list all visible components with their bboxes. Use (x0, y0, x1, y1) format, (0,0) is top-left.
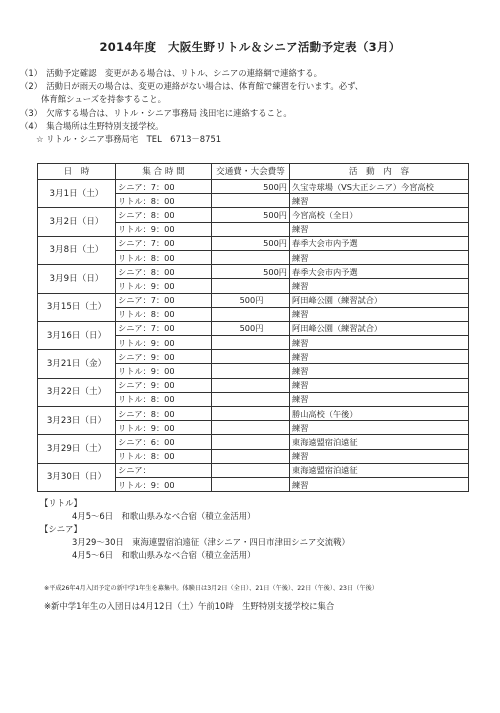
fee-cell: 500円 (212, 321, 290, 335)
date-cell: 3月9日（日） (38, 265, 116, 293)
fee-cell (212, 350, 290, 364)
date-cell: 3月1日（土） (38, 180, 116, 208)
section-item: 3月29～30日 東海連盟宿泊遠征（津シニア・四日市津田シニア交流戦） (72, 537, 350, 547)
table-row (38, 407, 469, 421)
note-line: （3） 欠席する場合は、リトル・シニア事務局 浅田宅に連絡すること。 (20, 107, 292, 118)
fee-cell (212, 477, 290, 491)
note-line: （4） 集合場所は生野特別支援学校。 (20, 120, 164, 131)
note-line: （1） 活動予定確認 変更がある場合は、リトル、シニアの連絡網で連絡する。 (20, 68, 322, 78)
activity-cell: 練習 (290, 336, 469, 350)
entry-day-note: ※新中学1年生の入団日は4月12日（土）午前10時 生野特別支援学校に集合 (44, 601, 335, 611)
notes-block (20, 67, 490, 146)
fee-cell (212, 378, 290, 392)
activity-cell: 練習 (290, 250, 469, 264)
table-row (38, 435, 469, 449)
contact-line: ☆ リトル・シニア事務局宅 TEL 6713－8751 (36, 134, 222, 145)
time-cell: シニア：7：00 (116, 321, 212, 335)
activity-cell: 練習 (290, 194, 469, 208)
fee-cell (212, 407, 290, 421)
time-cell: シニア：8：00 (116, 208, 212, 222)
table-row (38, 350, 469, 364)
fee-cell (212, 421, 290, 435)
fee-cell (212, 194, 290, 208)
activity-cell: 練習 (290, 364, 469, 378)
table-row (38, 463, 469, 477)
time-cell: リトル：8：00 (116, 194, 212, 208)
time-cell: リトル：9：00 (116, 336, 212, 350)
time-cell: リトル：9：00 (116, 477, 212, 491)
section-item: 4月5～6日 和歌山県みなべ合宿（積立金活用） (72, 511, 256, 521)
date-cell: 3月30日（日） (38, 463, 116, 491)
activity-cell: 東海遠盟宿泊遠征 (290, 463, 469, 477)
time-cell: シニア：9：00 (116, 350, 212, 364)
fee-cell (212, 463, 290, 477)
activity-cell: 阿田峰公園（練習試合） (290, 321, 469, 335)
time-cell: シニア：8：00 (116, 407, 212, 421)
fee-cell: 500円 (212, 180, 290, 194)
page-title: 2014年度 大阪生野リトル＆シニア活動予定表（3月） (99, 40, 401, 54)
activity-cell: 久宝寺球場（VS大正シニア）今宮高校 (290, 180, 469, 194)
activity-cell: 練習 (290, 350, 469, 364)
date-cell: 3月29日（土） (38, 435, 116, 463)
fee-cell (212, 250, 290, 264)
table-row (38, 236, 469, 250)
table-row (38, 321, 469, 335)
activity-cell: 練習 (290, 421, 469, 435)
fee-cell (212, 307, 290, 321)
time-cell: シニア：8：00 (116, 265, 212, 279)
schedule-table (37, 163, 469, 492)
little-section (40, 497, 255, 523)
fee-cell: 500円 (212, 265, 290, 279)
time-cell: リトル：9：00 (116, 421, 212, 435)
table-row (38, 378, 469, 392)
time-cell: リトル：8：00 (116, 449, 212, 463)
activity-cell: 練習 (290, 477, 469, 491)
section-item: 4月5～6日 和歌山県みなべ合宿（積立金活用） (72, 550, 256, 560)
header-fee: 交通費・大会費等 (212, 164, 290, 180)
fee-cell (212, 222, 290, 236)
activity-cell: 春季大会市内予選 (290, 265, 469, 279)
header-date: 日 時 (38, 164, 116, 180)
fee-cell (212, 336, 290, 350)
date-cell: 3月8日（土） (38, 236, 116, 264)
fee-cell (212, 392, 290, 406)
fee-cell (212, 279, 290, 293)
table-row (38, 265, 469, 279)
date-cell: 3月22日（土） (38, 378, 116, 406)
date-cell: 3月2日（日） (38, 208, 116, 236)
time-cell: リトル：9：00 (116, 364, 212, 378)
table-row (38, 208, 469, 222)
time-cell: リトル：8：00 (116, 250, 212, 264)
table-header-row (38, 164, 469, 180)
time-cell: リトル：9：00 (116, 279, 212, 293)
time-cell: シニア：7：00 (116, 236, 212, 250)
time-cell: リトル：8：00 (116, 307, 212, 321)
table-row (38, 293, 469, 307)
time-cell: シニア：7：00 (116, 180, 212, 194)
fee-cell: 500円 (212, 293, 290, 307)
fee-cell (212, 364, 290, 378)
time-cell: シニア： (116, 463, 212, 477)
time-cell: シニア：9：00 (116, 378, 212, 392)
activity-cell: 今宮高校（全日） (290, 208, 469, 222)
activity-cell: 練習 (290, 449, 469, 463)
time-cell: シニア：6：00 (116, 435, 212, 449)
date-cell: 3月23日（日） (38, 407, 116, 435)
date-cell: 3月16日（日） (38, 321, 116, 349)
fee-cell: 500円 (212, 208, 290, 222)
activity-cell: 勝山高校（午後） (290, 407, 469, 421)
note-line: 体育館シューズを持参すること。 (41, 94, 167, 105)
activity-cell: 練習 (290, 378, 469, 392)
senior-section (40, 523, 350, 562)
section-heading: 【リトル】 (40, 498, 82, 508)
date-cell: 3月21日（金） (38, 350, 116, 378)
time-cell: リトル：8：00 (116, 392, 212, 406)
time-cell: シニア：7：00 (116, 293, 212, 307)
recruitment-footnote: ※平成26年4月入団予定の新中学1年生を募集中。体験日は3月2日（全日）、21日（午後）、22日（午後）、23日（午後） (44, 585, 378, 592)
activity-cell: 春季大会市内予選 (290, 236, 469, 250)
note-line: （2） 活動日が雨天の場合は、変更の連絡がない場合は、体育館で練習を行います。必ず、 (20, 81, 364, 92)
activity-cell: 練習 (290, 279, 469, 293)
table-row (38, 180, 469, 194)
fee-cell (212, 449, 290, 463)
header-time: 集 合 時 間 (116, 164, 212, 180)
activity-cell: 練習 (290, 222, 469, 236)
activity-cell: 阿田峰公園（練習試合） (290, 293, 469, 307)
date-cell: 3月15日（土） (38, 293, 116, 321)
activity-cell: 東海遠盟宿泊遠征 (290, 435, 469, 449)
time-cell: リトル：9：00 (116, 222, 212, 236)
activity-cell: 練習 (290, 392, 469, 406)
section-heading: 【シニア】 (40, 524, 82, 534)
activity-cell: 練習 (290, 307, 469, 321)
header-activity: 活 動 内 容 (290, 164, 469, 180)
fee-cell: 500円 (212, 236, 290, 250)
fee-cell (212, 435, 290, 449)
